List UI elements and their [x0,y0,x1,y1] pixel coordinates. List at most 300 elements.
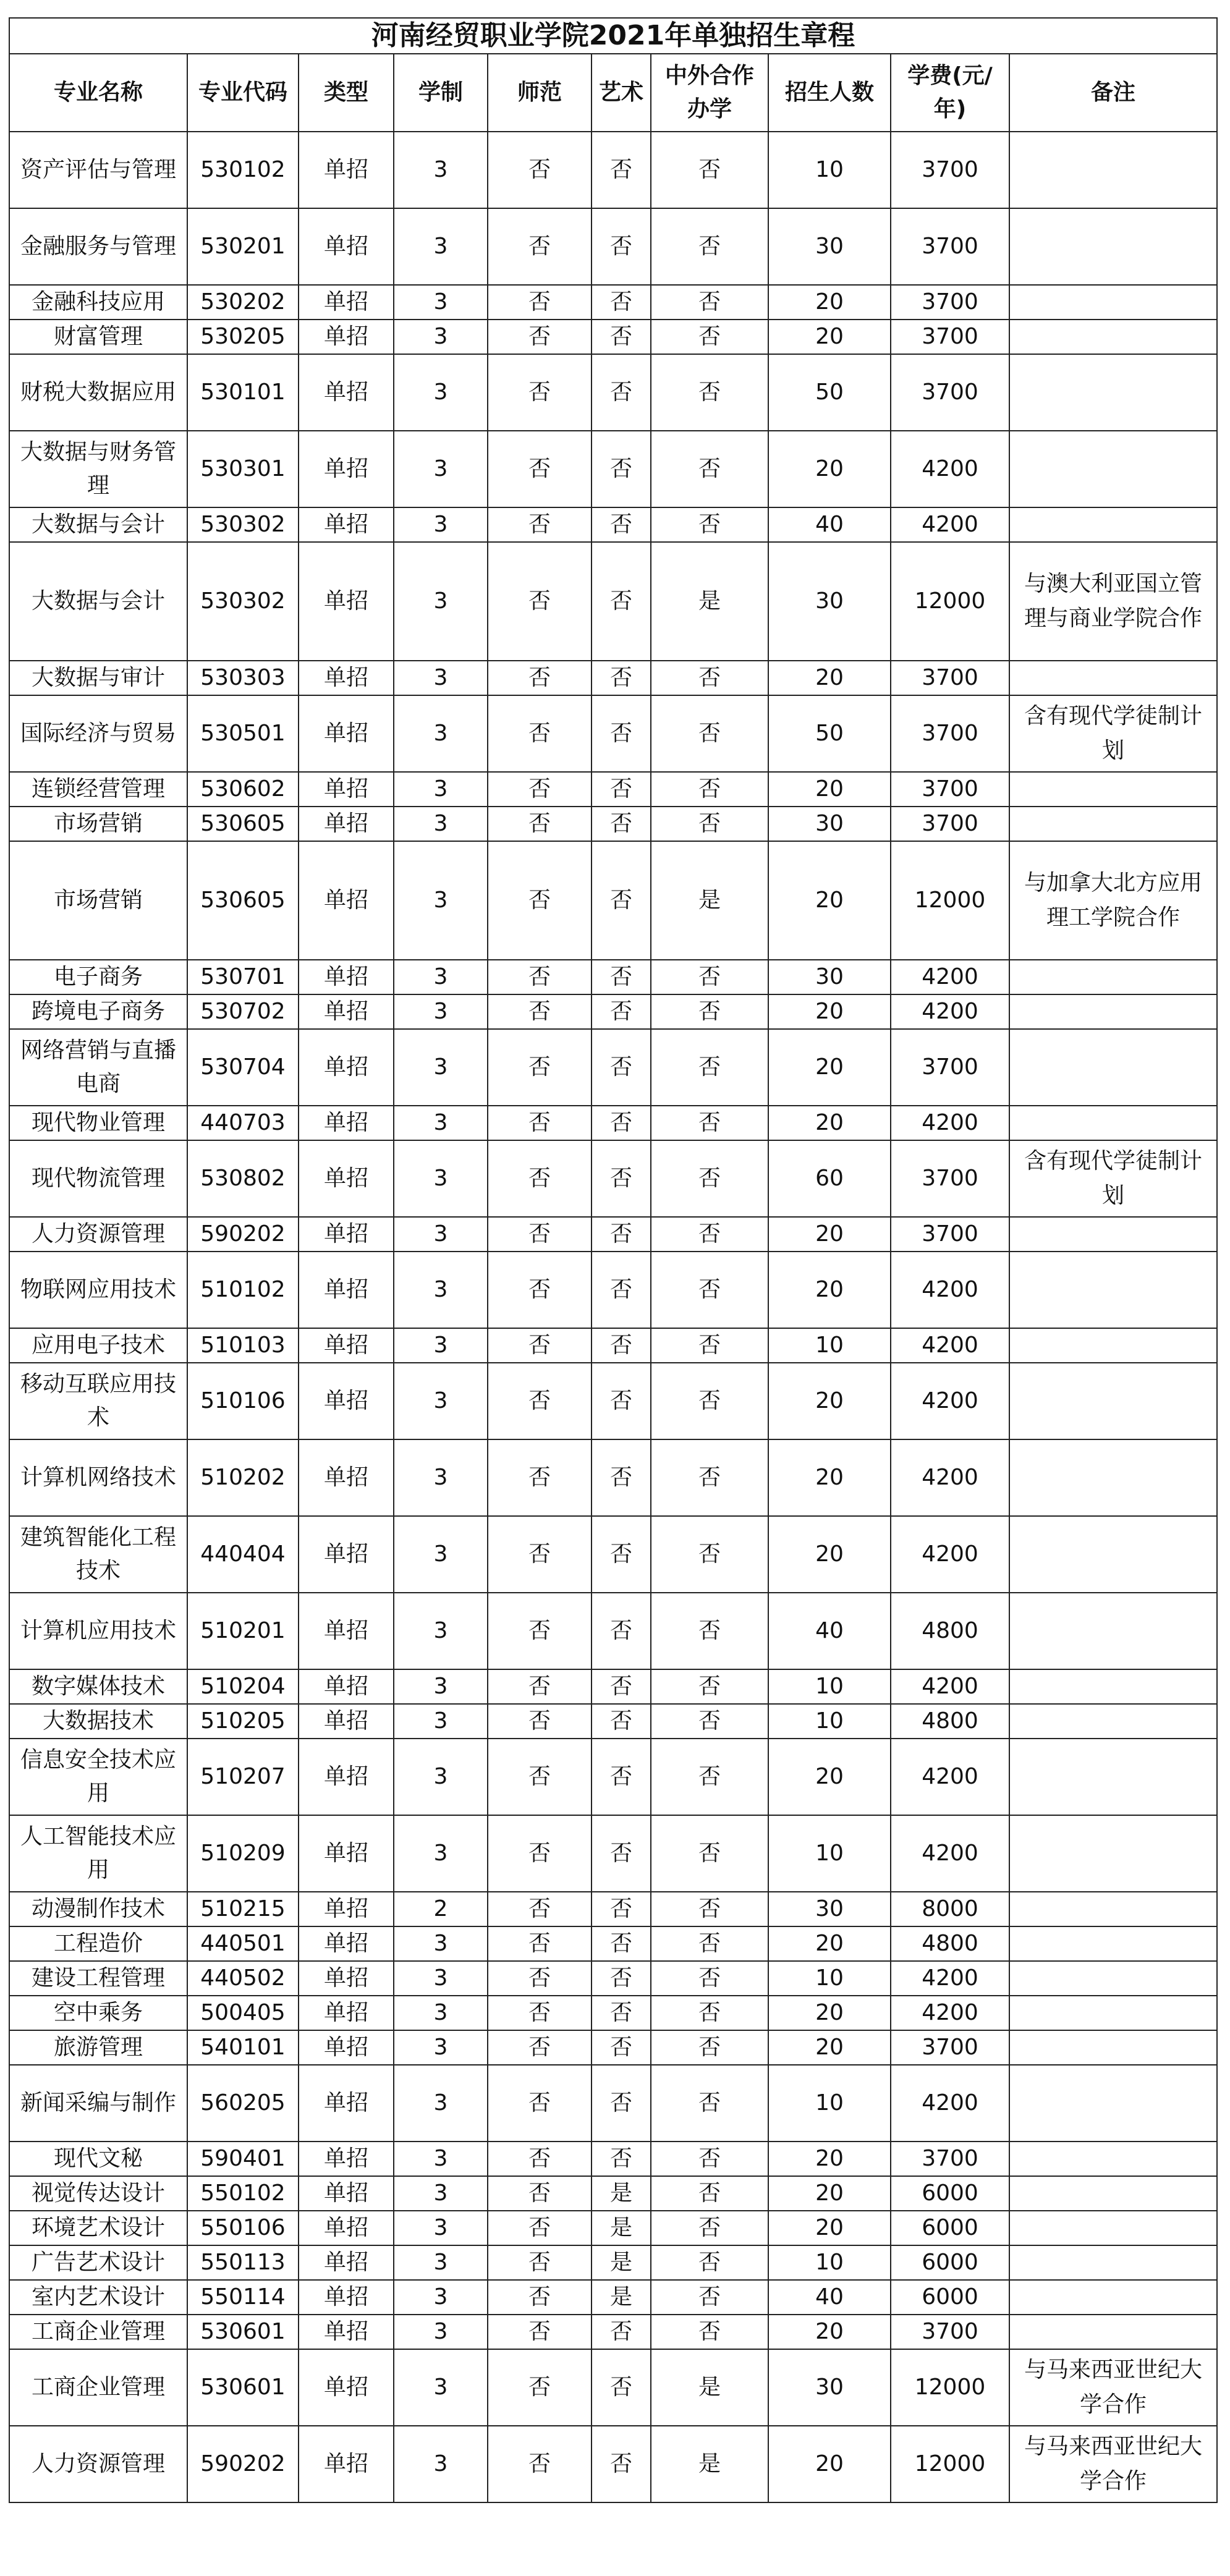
enrollment-cell: 20 [768,320,891,354]
duration-cell: 3 [394,1739,488,1815]
duration-cell: 3 [394,1815,488,1892]
type-cell: 单招 [299,1593,394,1669]
table-row [9,2315,1217,2349]
enrollment-cell: 60 [768,1140,891,1217]
tuition-cell: 6000 [891,2245,1009,2280]
duration-cell: 3 [394,2176,488,2211]
art-cell: 否 [592,1815,651,1892]
column-header: 学费(元/年) [891,54,1009,132]
type-cell: 单招 [299,1363,394,1439]
art-cell: 否 [592,132,651,208]
table-row [9,1704,1217,1739]
enrollment-cell: 20 [768,1363,891,1439]
joint-program-cell: 否 [651,1704,768,1739]
type-cell: 单招 [299,2280,394,2315]
art-cell: 否 [592,2349,651,2426]
type-cell: 单招 [299,807,394,841]
major-code-cell: 530702 [187,994,299,1029]
enrollment-cell: 20 [768,2142,891,2176]
teacher-training-cell: 否 [488,2065,592,2142]
type-cell: 单招 [299,1217,394,1252]
major-code-cell: 530601 [187,2349,299,2426]
tuition-cell: 6000 [891,2280,1009,2315]
major-name-cell: 国际经济与贸易 [9,695,187,772]
duration-cell: 3 [394,2245,488,2280]
major-name-cell: 移动互联应用技术 [9,1363,187,1439]
joint-program-cell: 否 [651,1106,768,1140]
tuition-cell: 12000 [891,542,1009,661]
major-name-cell: 大数据与会计 [9,507,187,542]
major-code-cell: 530601 [187,2315,299,2349]
teacher-training-cell: 否 [488,1669,592,1704]
note-cell [1009,1106,1217,1140]
joint-program-cell: 否 [651,994,768,1029]
table-row [9,354,1217,431]
major-code-cell: 530101 [187,354,299,431]
tuition-cell: 3700 [891,2315,1009,2349]
type-cell: 单招 [299,285,394,320]
table-row [9,1669,1217,1704]
table-row [9,1516,1217,1593]
art-cell: 否 [592,1593,651,1669]
tuition-cell: 4200 [891,1669,1009,1704]
duration-cell: 3 [394,1252,488,1328]
tuition-cell: 3700 [891,132,1009,208]
major-code-cell: 510215 [187,1892,299,1926]
art-cell: 否 [592,2426,651,2502]
duration-cell: 3 [394,960,488,994]
note-cell [1009,2065,1217,2142]
type-cell: 单招 [299,507,394,542]
note-cell [1009,2280,1217,2315]
major-code-cell: 530701 [187,960,299,994]
major-name-cell: 财税大数据应用 [9,354,187,431]
table-row [9,320,1217,354]
table-row [9,1439,1217,1516]
tuition-cell: 4200 [891,431,1009,507]
joint-program-cell: 否 [651,507,768,542]
teacher-training-cell: 否 [488,807,592,841]
teacher-training-cell: 否 [488,1328,592,1363]
table-row [9,285,1217,320]
major-name-cell: 资产评估与管理 [9,132,187,208]
major-code-cell: 590401 [187,2142,299,2176]
type-cell: 单招 [299,1926,394,1961]
note-cell [1009,1996,1217,2030]
teacher-training-cell: 否 [488,208,592,285]
art-cell: 否 [592,994,651,1029]
duration-cell: 3 [394,2349,488,2426]
tuition-cell: 3700 [891,354,1009,431]
admissions-table [9,17,1218,2503]
note-cell [1009,507,1217,542]
tuition-cell: 4200 [891,1252,1009,1328]
art-cell: 否 [592,1739,651,1815]
teacher-training-cell: 否 [488,2211,592,2245]
table-row [9,208,1217,285]
enrollment-cell: 20 [768,1739,891,1815]
teacher-training-cell: 否 [488,2142,592,2176]
teacher-training-cell: 否 [488,431,592,507]
major-code-cell: 530605 [187,841,299,960]
duration-cell: 3 [394,1926,488,1961]
joint-program-cell: 否 [651,2280,768,2315]
duration-cell: 3 [394,1593,488,1669]
table-row [9,841,1217,960]
table-row [9,2349,1217,2426]
major-code-cell: 440703 [187,1106,299,1140]
art-cell: 否 [592,1961,651,1996]
major-name-cell: 现代文秘 [9,2142,187,2176]
enrollment-cell: 10 [768,132,891,208]
header-row [9,54,1217,132]
major-name-cell: 旅游管理 [9,2030,187,2065]
joint-program-cell: 是 [651,542,768,661]
major-code-cell: 530802 [187,1140,299,1217]
tuition-cell: 3700 [891,807,1009,841]
note-cell [1009,1815,1217,1892]
duration-cell: 3 [394,1516,488,1593]
tuition-cell: 3700 [891,1140,1009,1217]
teacher-training-cell: 否 [488,507,592,542]
tuition-cell: 3700 [891,661,1009,695]
tuition-cell: 4200 [891,1328,1009,1363]
enrollment-cell: 20 [768,1029,891,1106]
table-row [9,431,1217,507]
joint-program-cell: 否 [651,1363,768,1439]
duration-cell: 3 [394,132,488,208]
tuition-cell: 4200 [891,507,1009,542]
type-cell: 单招 [299,320,394,354]
major-name-cell: 空中乘务 [9,1996,187,2030]
column-header: 专业代码 [187,54,299,132]
joint-program-cell: 是 [651,2426,768,2502]
note-cell [1009,1892,1217,1926]
major-name-cell: 新闻采编与制作 [9,2065,187,2142]
teacher-training-cell: 否 [488,1516,592,1593]
joint-program-cell: 否 [651,2176,768,2211]
table-row [9,1961,1217,1996]
art-cell: 否 [592,1704,651,1739]
tuition-cell: 4200 [891,1815,1009,1892]
note-cell [1009,1926,1217,1961]
joint-program-cell: 是 [651,841,768,960]
major-name-cell: 大数据与审计 [9,661,187,695]
joint-program-cell: 否 [651,285,768,320]
joint-program-cell: 否 [651,960,768,994]
table-row [9,807,1217,841]
teacher-training-cell: 否 [488,1439,592,1516]
type-cell: 单招 [299,1252,394,1328]
art-cell: 否 [592,1252,651,1328]
table-row [9,1926,1217,1961]
major-name-cell: 市场营销 [9,841,187,960]
major-name-cell: 广告艺术设计 [9,2245,187,2280]
duration-cell: 3 [394,807,488,841]
art-cell: 否 [592,661,651,695]
teacher-training-cell: 否 [488,960,592,994]
tuition-cell: 4200 [891,960,1009,994]
enrollment-cell: 40 [768,2280,891,2315]
major-code-cell: 510207 [187,1739,299,1815]
teacher-training-cell: 否 [488,320,592,354]
enrollment-cell: 10 [768,1815,891,1892]
duration-cell: 3 [394,1140,488,1217]
table-row [9,2211,1217,2245]
type-cell: 单招 [299,1516,394,1593]
major-name-cell: 数字媒体技术 [9,1669,187,1704]
teacher-training-cell: 否 [488,661,592,695]
major-name-cell: 视觉传达设计 [9,2176,187,2211]
major-code-cell: 530302 [187,542,299,661]
tuition-cell: 12000 [891,2426,1009,2502]
duration-cell: 3 [394,661,488,695]
joint-program-cell: 否 [651,2211,768,2245]
enrollment-cell: 50 [768,354,891,431]
note-cell [1009,2315,1217,2349]
column-header: 类型 [299,54,394,132]
duration-cell: 3 [394,772,488,807]
major-name-cell: 信息安全技术应用 [9,1739,187,1815]
major-name-cell: 工程造价 [9,1926,187,1961]
enrollment-cell: 30 [768,208,891,285]
art-cell: 否 [592,1106,651,1140]
joint-program-cell: 否 [651,695,768,772]
enrollment-cell: 20 [768,661,891,695]
major-name-cell: 工商企业管理 [9,2315,187,2349]
note-cell [1009,2030,1217,2065]
major-name-cell: 工商企业管理 [9,2349,187,2426]
enrollment-cell: 20 [768,431,891,507]
teacher-training-cell: 否 [488,1363,592,1439]
major-name-cell: 应用电子技术 [9,1328,187,1363]
type-cell: 单招 [299,1669,394,1704]
teacher-training-cell: 否 [488,1029,592,1106]
type-cell: 单招 [299,542,394,661]
type-cell: 单招 [299,2030,394,2065]
enrollment-cell: 20 [768,994,891,1029]
major-code-cell: 550102 [187,2176,299,2211]
type-cell: 单招 [299,1140,394,1217]
major-code-cell: 540101 [187,2030,299,2065]
major-name-cell: 连锁经营管理 [9,772,187,807]
teacher-training-cell: 否 [488,1106,592,1140]
note-cell: 与马来西亚世纪大学合作 [1009,2349,1217,2426]
duration-cell: 3 [394,2065,488,2142]
tuition-cell: 6000 [891,2211,1009,2245]
art-cell: 否 [592,1140,651,1217]
tuition-cell: 3700 [891,2142,1009,2176]
major-code-cell: 530602 [187,772,299,807]
major-code-cell: 530202 [187,285,299,320]
major-code-cell: 530205 [187,320,299,354]
art-cell: 否 [592,1926,651,1961]
enrollment-cell: 40 [768,1593,891,1669]
note-cell [1009,2142,1217,2176]
column-header: 备注 [1009,54,1217,132]
table-row [9,2280,1217,2315]
major-code-cell: 560205 [187,2065,299,2142]
column-header: 中外合作办学 [651,54,768,132]
type-cell: 单招 [299,2349,394,2426]
art-cell: 否 [592,960,651,994]
duration-cell: 3 [394,1669,488,1704]
major-name-cell: 人工智能技术应用 [9,1815,187,1892]
duration-cell: 3 [394,1363,488,1439]
major-name-cell: 建筑智能化工程技术 [9,1516,187,1593]
note-cell [1009,1363,1217,1439]
major-code-cell: 500405 [187,1996,299,2030]
teacher-training-cell: 否 [488,1704,592,1739]
table-row [9,2030,1217,2065]
teacher-training-cell: 否 [488,2280,592,2315]
note-cell [1009,2176,1217,2211]
enrollment-cell: 20 [768,2426,891,2502]
major-name-cell: 金融科技应用 [9,285,187,320]
joint-program-cell: 否 [651,1739,768,1815]
type-cell: 单招 [299,1439,394,1516]
joint-program-cell: 否 [651,1252,768,1328]
art-cell: 否 [592,1029,651,1106]
tuition-cell: 4800 [891,1926,1009,1961]
tuition-cell: 12000 [891,841,1009,960]
art-cell: 否 [592,772,651,807]
enrollment-cell: 50 [768,695,891,772]
major-code-cell: 550114 [187,2280,299,2315]
art-cell: 否 [592,695,651,772]
art-cell: 是 [592,2245,651,2280]
major-name-cell: 大数据与会计 [9,542,187,661]
teacher-training-cell: 否 [488,1996,592,2030]
major-code-cell: 510209 [187,1815,299,1892]
duration-cell: 3 [394,2142,488,2176]
enrollment-cell: 30 [768,1892,891,1926]
type-cell: 单招 [299,695,394,772]
joint-program-cell: 否 [651,1029,768,1106]
major-name-cell: 市场营销 [9,807,187,841]
teacher-training-cell: 否 [488,1217,592,1252]
type-cell: 单招 [299,2211,394,2245]
note-cell: 与澳大利亚国立管理与商业学院合作 [1009,542,1217,661]
enrollment-cell: 20 [768,1439,891,1516]
note-cell [1009,661,1217,695]
note-cell [1009,2245,1217,2280]
joint-program-cell: 否 [651,354,768,431]
type-cell: 单招 [299,1106,394,1140]
major-name-cell: 财富管理 [9,320,187,354]
major-name-cell: 大数据技术 [9,1704,187,1739]
enrollment-cell: 10 [768,1669,891,1704]
type-cell: 单招 [299,2176,394,2211]
major-name-cell: 跨境电子商务 [9,994,187,1029]
duration-cell: 3 [394,2030,488,2065]
joint-program-cell: 否 [651,2315,768,2349]
note-cell [1009,994,1217,1029]
tuition-cell: 3700 [891,772,1009,807]
enrollment-cell: 30 [768,542,891,661]
tuition-cell: 3700 [891,1217,1009,1252]
duration-cell: 3 [394,542,488,661]
table-row [9,1996,1217,2030]
major-code-cell: 510201 [187,1593,299,1669]
type-cell: 单招 [299,960,394,994]
teacher-training-cell: 否 [488,772,592,807]
major-code-cell: 440501 [187,1926,299,1961]
teacher-training-cell: 否 [488,2176,592,2211]
duration-cell: 3 [394,208,488,285]
table-row [9,1252,1217,1328]
note-cell [1009,2211,1217,2245]
art-cell: 否 [592,2142,651,2176]
teacher-training-cell: 否 [488,1892,592,1926]
art-cell: 否 [592,1439,651,1516]
column-header: 专业名称 [9,54,187,132]
duration-cell: 3 [394,1029,488,1106]
tuition-cell: 4200 [891,1439,1009,1516]
note-cell: 含有现代学徒制计划 [1009,1140,1217,1217]
art-cell: 否 [592,320,651,354]
tuition-cell: 4200 [891,1996,1009,2030]
teacher-training-cell: 否 [488,841,592,960]
duration-cell: 3 [394,320,488,354]
tuition-cell: 8000 [891,1892,1009,1926]
type-cell: 单招 [299,1704,394,1739]
tuition-cell: 3700 [891,2030,1009,2065]
joint-program-cell: 否 [651,1926,768,1961]
art-cell: 否 [592,1669,651,1704]
enrollment-cell: 20 [768,1252,891,1328]
art-cell: 否 [592,2030,651,2065]
type-cell: 单招 [299,994,394,1029]
joint-program-cell: 是 [651,2349,768,2426]
duration-cell: 3 [394,2426,488,2502]
page-title: 河南经贸职业学院2021年单独招生章程 [9,18,1217,54]
duration-cell: 3 [394,994,488,1029]
table-row [9,1328,1217,1363]
art-cell: 是 [592,2280,651,2315]
column-header: 艺术 [592,54,651,132]
note-cell [1009,1739,1217,1815]
enrollment-cell: 30 [768,807,891,841]
art-cell: 否 [592,542,651,661]
art-cell: 否 [592,2065,651,2142]
duration-cell: 3 [394,1106,488,1140]
major-code-cell: 530501 [187,695,299,772]
tuition-cell: 4200 [891,1363,1009,1439]
duration-cell: 3 [394,285,488,320]
teacher-training-cell: 否 [488,2030,592,2065]
joint-program-cell: 否 [651,1516,768,1593]
art-cell: 否 [592,1363,651,1439]
major-code-cell: 530605 [187,807,299,841]
note-cell [1009,1516,1217,1593]
tuition-cell: 3700 [891,285,1009,320]
joint-program-cell: 否 [651,1439,768,1516]
column-header: 学制 [394,54,488,132]
joint-program-cell: 否 [651,208,768,285]
type-cell: 单招 [299,2142,394,2176]
enrollment-cell: 40 [768,507,891,542]
art-cell: 否 [592,2315,651,2349]
art-cell: 否 [592,807,651,841]
teacher-training-cell: 否 [488,1593,592,1669]
table-row [9,994,1217,1029]
type-cell: 单招 [299,661,394,695]
table-row [9,1140,1217,1217]
table-row [9,1217,1217,1252]
tuition-cell: 4200 [891,1106,1009,1140]
note-cell [1009,132,1217,208]
